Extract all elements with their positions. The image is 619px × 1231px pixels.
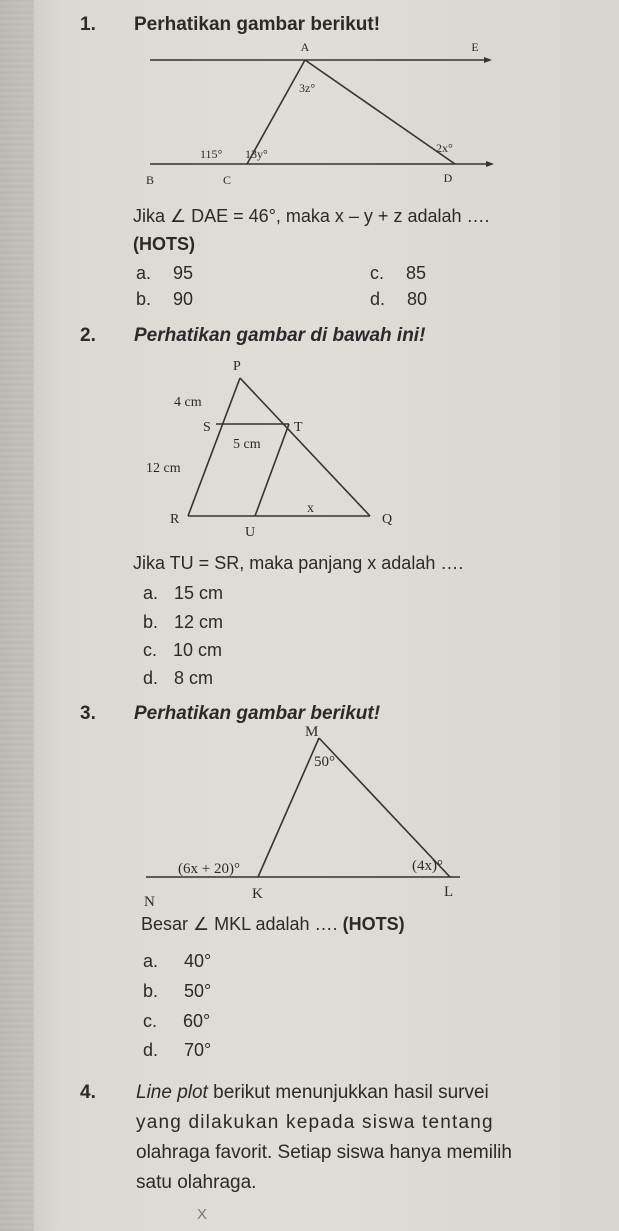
q3-option-a-letter: a. <box>143 951 159 971</box>
q3-option-d-value: 70° <box>184 1040 212 1060</box>
q3-option-d[interactable] <box>143 1040 211 1061</box>
q3-triangle-figure <box>0 720 619 910</box>
q3-angle-50: 50° <box>314 754 335 770</box>
q2-question: Jika TU = SR, maka panjang x adalah …. <box>133 553 464 573</box>
q2-option-c[interactable] <box>143 640 222 661</box>
q4-lineplot-x-mark: X <box>197 1206 208 1223</box>
q2-label-P: P <box>233 359 241 374</box>
q1-option-b-value: 90 <box>173 289 194 309</box>
q1-question: Jika ∠ DAE = 46°, maka x – y + z adalah …. <box>133 206 490 226</box>
q2-triangle-figure <box>0 340 619 550</box>
q1-hots: (HOTS) <box>133 234 195 254</box>
q2-option-a-letter: a. <box>143 583 159 603</box>
q3-option-b[interactable] <box>143 981 211 1002</box>
q2-length-4cm: 4 cm <box>174 395 202 410</box>
q2-option-d-value: 8 cm <box>174 668 214 688</box>
q3-question-text: Besar ∠ MKL adalah …. <box>141 914 338 934</box>
q2-option-b-letter: b. <box>143 612 159 632</box>
q3-label-M: M <box>305 724 319 740</box>
q1-line-ad <box>305 60 455 164</box>
q4-line-1 <box>136 1082 489 1104</box>
q3-option-b-letter: b. <box>143 981 159 1001</box>
q3-number: 3. <box>80 703 96 724</box>
q2-option-c-value: 10 cm <box>173 640 223 660</box>
q3-option-c-value: 60° <box>183 1011 211 1031</box>
q1-label-B: B <box>145 173 155 187</box>
q1-parallel-lines-figure <box>0 0 619 200</box>
q4-line-3: olahraga favorit. Setiap siswa hanya memilih <box>136 1142 512 1163</box>
q1-option-b-letter: b. <box>136 289 152 309</box>
q3-angle-4x: (4x)° <box>412 858 443 874</box>
q2-length-5cm: 5 cm <box>233 437 261 452</box>
q3-option-c[interactable] <box>143 1011 210 1032</box>
q2-option-d[interactable] <box>143 668 213 689</box>
q1-option-d-letter: d. <box>370 289 386 309</box>
q3-option-a[interactable] <box>143 951 211 972</box>
q2-length-x: x <box>307 501 314 516</box>
q1-option-a-value: 95 <box>173 263 194 283</box>
q2-label-T: T <box>294 420 303 435</box>
q1-label-A: A <box>300 40 310 54</box>
q1-angle-115: 115° <box>200 147 223 161</box>
q4-line-4: satu olahraga. <box>136 1172 257 1193</box>
q1-option-d[interactable] <box>370 289 427 310</box>
q4-line-1-italic: Line plot <box>136 1082 208 1103</box>
q1-title: Perhatikan gambar berikut! <box>134 14 381 35</box>
q1-number: 1. <box>80 14 96 35</box>
q3-option-b-value: 50° <box>184 981 212 1001</box>
q2-option-b-value: 12 cm <box>174 612 224 632</box>
q3-option-a-value: 40° <box>184 951 212 971</box>
q1-option-c-value: 85 <box>406 263 427 283</box>
q1-label-C: C <box>222 173 232 187</box>
q1-angle-2x: 2x° <box>436 141 453 155</box>
q4-number: 4. <box>80 1082 96 1103</box>
q3-hots: (HOTS) <box>342 914 405 934</box>
q1-option-a[interactable] <box>136 263 193 284</box>
q3-side-mk <box>258 738 319 877</box>
q3-question <box>141 914 405 935</box>
q1-option-b[interactable] <box>136 289 193 310</box>
q3-side-ml <box>319 738 450 877</box>
q1-angle-13y: 13y° <box>245 147 268 161</box>
q2-option-a-value: 15 cm <box>174 583 224 603</box>
q3-title: Perhatikan gambar berikut! <box>134 703 381 724</box>
q1-label-D: D <box>443 171 453 185</box>
q2-number: 2. <box>80 325 96 346</box>
q4-line-1-rest: berikut menunjukkan hasil survei <box>207 1082 489 1103</box>
q3-angle-6x20: (6x + 20)° <box>178 861 240 877</box>
q2-option-c-letter: c. <box>143 640 158 660</box>
q4-line-2: yang dilakukan kepada siswa tentang <box>136 1112 494 1133</box>
q3-option-d-letter: d. <box>143 1040 159 1060</box>
q2-label-S: S <box>203 420 211 435</box>
q2-length-12cm: 12 cm <box>146 461 181 476</box>
q3-label-N: N <box>144 894 155 910</box>
q2-label-Q: Q <box>382 512 393 527</box>
q2-option-b[interactable] <box>143 612 223 633</box>
q1-option-c-letter: c. <box>370 263 385 283</box>
q2-label-U: U <box>245 525 256 540</box>
q1-label-E: E <box>471 40 479 54</box>
q1-option-c[interactable] <box>370 263 426 284</box>
q2-title: Perhatikan gambar di bawah ini! <box>134 325 426 346</box>
q1-option-d-value: 80 <box>407 289 428 309</box>
q1-angle-3z: 3z° <box>299 81 316 95</box>
q2-option-a[interactable] <box>143 583 223 604</box>
q3-option-c-letter: c. <box>143 1011 158 1031</box>
q1-option-a-letter: a. <box>136 263 152 283</box>
q3-label-L: L <box>444 884 454 900</box>
q2-label-R: R <box>170 512 180 527</box>
q3-label-K: K <box>252 886 263 902</box>
q2-option-d-letter: d. <box>143 668 159 688</box>
